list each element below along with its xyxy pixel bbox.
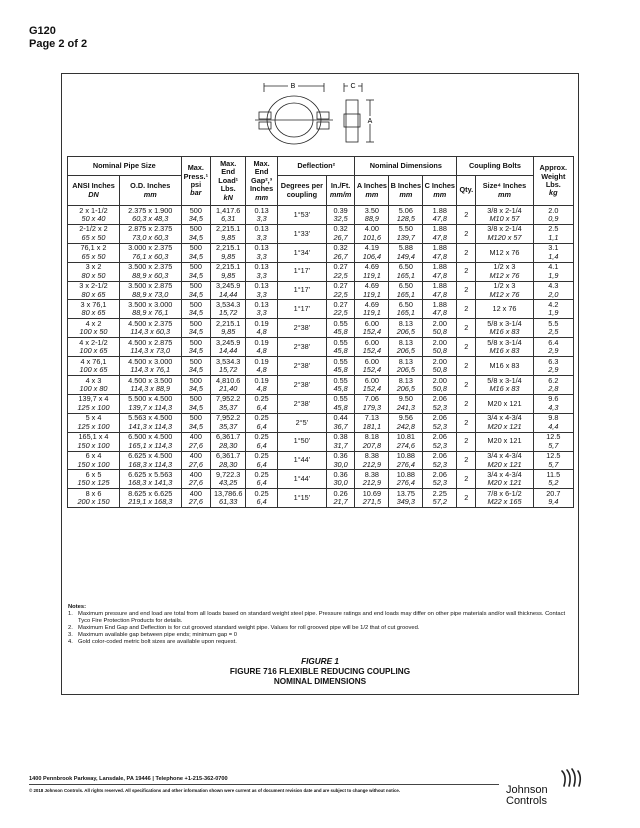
cell-wt: 4.3 2,0 xyxy=(533,281,573,300)
cell-load: 3,245.9 14,44 xyxy=(211,281,246,300)
cell-b: 6.50 165,1 xyxy=(389,300,423,319)
cell-nps: 2 x 1-1/2 50 x 40 xyxy=(68,206,120,225)
coupling-drawing xyxy=(240,78,400,150)
cell-deg: 1°17' xyxy=(278,281,327,300)
cell-nps: 4 x 3 100 x 80 xyxy=(68,376,120,395)
cell-nps: 4 x 2-1/2 100 x 65 xyxy=(68,338,120,357)
cell-inft: 0.27 22,5 xyxy=(326,281,355,300)
cell-c: 2.06 52,3 xyxy=(423,413,457,432)
max-end-gap-header: Max. End Gap²,³ Inches mm xyxy=(246,157,278,206)
cell-b: 6.50 165,1 xyxy=(389,262,423,281)
cell-nps: 8 x 6 200 x 150 xyxy=(68,489,120,508)
cell-press: 500 34,5 xyxy=(181,376,211,395)
cell-a: 7.06 179,3 xyxy=(355,394,389,413)
cell-nps: 139,7 x 4 125 x 100 xyxy=(68,394,120,413)
cell-gap: 0.19 4,8 xyxy=(246,319,278,338)
cell-nps: 2-1/2 x 2 65 x 50 xyxy=(68,224,120,243)
cell-inft: 0.44 36,7 xyxy=(326,413,355,432)
cell-c: 1.88 47,8 xyxy=(423,281,457,300)
cell-od: 4.500 x 2.875 114,3 x 73,0 xyxy=(119,338,181,357)
cell-bolt: 3/8 x 2-1/4 M120 x 57 xyxy=(476,224,533,243)
cell-od: 2.875 x 2.375 73,0 x 60,3 xyxy=(119,224,181,243)
note-item: 1. Maximum pressure and end load are total from all loads based on standard weight steel pipe. Pressure ratings and end loads may differ on other pipe materials and/or wall thickness. Contact Tyco Fire Protection Products for details. xyxy=(68,611,566,625)
cell-b: 8.13 206,5 xyxy=(389,357,423,376)
figure-subtitle: NOMINAL DIMENSIONS xyxy=(273,677,367,686)
table-row xyxy=(68,319,574,338)
cell-bolt: 3/4 x 4-3/4 M20 x 121 xyxy=(476,470,533,489)
cell-wt: 3.1 1,4 xyxy=(533,243,573,262)
cell-gap: 0.13 3,3 xyxy=(246,243,278,262)
ansi-inches-header: ANSI Inches DN xyxy=(68,176,120,206)
cell-b: 8.13 206,5 xyxy=(389,338,423,357)
cell-bolt: M20 x 121 xyxy=(476,394,533,413)
degrees-per-coupling-header: Degrees per coupling xyxy=(278,176,327,206)
document-code: G120 xyxy=(29,25,56,37)
cell-inft: 0.32 26,7 xyxy=(326,224,355,243)
cell-wt: 9.8 4,4 xyxy=(533,413,573,432)
cell-inft: 0.26 21,7 xyxy=(326,489,355,508)
in-ft-header: In./Ft. mm/m xyxy=(326,176,355,206)
cell-load: 2,215.1 9,85 xyxy=(211,224,246,243)
cell-bolt: 3/4 x 4-3/4 M20 x 121 xyxy=(476,451,533,470)
cell-qty: 2 xyxy=(457,470,476,489)
cell-b: 6.50 165,1 xyxy=(389,281,423,300)
cell-deg: 1°44' xyxy=(278,470,327,489)
cell-c: 2.00 50,8 xyxy=(423,357,457,376)
cell-a: 4.19 106,4 xyxy=(355,243,389,262)
cell-c: 2.06 52,3 xyxy=(423,470,457,489)
cell-gap: 0.19 4,8 xyxy=(246,357,278,376)
cell-bolt: M16 x 83 xyxy=(476,357,533,376)
cell-load: 6,361.7 28,30 xyxy=(211,432,246,451)
cell-deg: 1°33' xyxy=(278,224,327,243)
cell-c: 2.00 50,8 xyxy=(423,338,457,357)
nominal-dimensions-header: Nominal Dimensions xyxy=(355,157,457,176)
cell-a: 6.00 152,4 xyxy=(355,376,389,395)
cell-qty: 2 xyxy=(457,376,476,395)
cell-gap: 0.19 4,8 xyxy=(246,376,278,395)
bolt-size-header: Size⁴ Inches mm xyxy=(476,176,533,206)
label-c: C xyxy=(350,83,356,90)
cell-c: 1.88 47,8 xyxy=(423,206,457,225)
cell-load: 2,215.1 9,85 xyxy=(211,243,246,262)
dim-a-header: A Inches mm xyxy=(355,176,389,206)
cell-od: 6.625 x 4.500 168,3 x 114,3 xyxy=(119,451,181,470)
cell-deg: 2°38' xyxy=(278,319,327,338)
cell-load: 3,245.9 14,44 xyxy=(211,338,246,357)
cell-qty: 2 xyxy=(457,413,476,432)
cell-b: 10.88 276,4 xyxy=(389,451,423,470)
cell-press: 500 34,5 xyxy=(181,224,211,243)
cell-bolt: M12 x 76 xyxy=(476,243,533,262)
table-row xyxy=(68,413,574,432)
table-row xyxy=(68,451,574,470)
cell-load: 7,952.2 35,37 xyxy=(211,394,246,413)
cell-qty: 2 xyxy=(457,206,476,225)
logo-mark-icon xyxy=(558,768,588,788)
cell-inft: 0.55 45,8 xyxy=(326,338,355,357)
cell-nps: 76,1 x 2 65 x 50 xyxy=(68,243,120,262)
cell-deg: 1°17' xyxy=(278,262,327,281)
cell-c: 1.88 47,8 xyxy=(423,262,457,281)
cell-bolt: 1/2 x 3 M12 x 76 xyxy=(476,262,533,281)
cell-qty: 2 xyxy=(457,432,476,451)
cell-od: 3.500 x 2.375 88,9 x 60,3 xyxy=(119,262,181,281)
cell-inft: 0.55 45,8 xyxy=(326,376,355,395)
cell-qty: 2 xyxy=(457,262,476,281)
cell-c: 2.00 50,8 xyxy=(423,319,457,338)
cell-a: 6.00 152,4 xyxy=(355,338,389,357)
note-item: 4. Gold color-coded metric bolt sizes are available upon request. xyxy=(68,639,237,646)
cell-wt: 11.5 5,2 xyxy=(533,470,573,489)
cell-bolt: 5/8 x 3-1/4 M16 x 83 xyxy=(476,376,533,395)
cell-press: 500 34,5 xyxy=(181,206,211,225)
cell-a: 3.50 88,9 xyxy=(355,206,389,225)
cell-wt: 2.5 1,1 xyxy=(533,224,573,243)
cell-deg: 2°38' xyxy=(278,338,327,357)
cell-b: 5.50 139,7 xyxy=(389,224,423,243)
cell-gap: 0.13 3,3 xyxy=(246,224,278,243)
table-row xyxy=(68,243,574,262)
cell-gap: 0.13 3,3 xyxy=(246,281,278,300)
cell-bolt: 1/2 x 3 M12 x 76 xyxy=(476,281,533,300)
cell-od: 2.375 x 1.900 60,3 x 48,3 xyxy=(119,206,181,225)
cell-press: 500 34,5 xyxy=(181,281,211,300)
label-a: A xyxy=(367,118,373,125)
table-row xyxy=(68,357,574,376)
cell-deg: 2°38' xyxy=(278,357,327,376)
label-b: B xyxy=(290,83,296,90)
cell-load: 6,361.7 28,30 xyxy=(211,451,246,470)
cell-nps: 4 x 2 100 x 50 xyxy=(68,319,120,338)
cell-b: 10.88 276,4 xyxy=(389,470,423,489)
cell-bolt: M20 x 121 xyxy=(476,432,533,451)
cell-inft: 0.36 30,0 xyxy=(326,470,355,489)
cell-nps: 3 x 76,1 80 x 65 xyxy=(68,300,120,319)
cell-bolt: 3/8 x 2-1/4 M10 x 57 xyxy=(476,206,533,225)
cell-wt: 9.6 4,3 xyxy=(533,394,573,413)
table-row xyxy=(68,470,574,489)
cell-a: 8.38 212,9 xyxy=(355,451,389,470)
cell-od: 5.500 x 4.500 139,7 x 114,3 xyxy=(119,394,181,413)
cell-load: 4,810.6 21,40 xyxy=(211,376,246,395)
page-number: Page 2 of 2 xyxy=(29,38,88,50)
cell-a: 7.13 181,1 xyxy=(355,413,389,432)
cell-load: 9,722.3 43,25 xyxy=(211,470,246,489)
johnson-controls-logo xyxy=(506,768,606,808)
cell-load: 2,215.1 9,85 xyxy=(211,262,246,281)
cell-bolt: 12 x 76 xyxy=(476,300,533,319)
cell-press: 500 34,5 xyxy=(181,413,211,432)
cell-inft: 0.27 22,5 xyxy=(326,300,355,319)
cell-load: 13,786.6 61,33 xyxy=(211,489,246,508)
cell-press: 500 34,5 xyxy=(181,338,211,357)
cell-deg: 2°5' xyxy=(278,413,327,432)
cell-qty: 2 xyxy=(457,319,476,338)
figure-title: FIGURE 716 FLEXIBLE REDUCING COUPLING xyxy=(229,667,411,676)
cell-nps: 6 x 4 150 x 100 xyxy=(68,451,120,470)
bolt-qty-header: Qty. xyxy=(457,176,476,206)
cell-c: 1.88 47,8 xyxy=(423,224,457,243)
cell-deg: 2°38' xyxy=(278,394,327,413)
cell-inft: 0.55 45,8 xyxy=(326,357,355,376)
cell-gap: 0.25 6,4 xyxy=(246,470,278,489)
table-row xyxy=(68,206,574,225)
cell-qty: 2 xyxy=(457,489,476,508)
note-item: 3. Maximum available gap between pipe ends; minimum gap = 0 xyxy=(68,632,238,639)
cell-deg: 2°38' xyxy=(278,376,327,395)
cell-inft: 0.38 31,7 xyxy=(326,432,355,451)
cell-nps: 4 x 76,1 100 x 65 xyxy=(68,357,120,376)
footer-address: 1400 Pennbrook Parkway, Lansdale, PA 19446 | Telephone +1-215-362-0700 xyxy=(29,776,228,782)
cell-nps: 5 x 4 125 x 100 xyxy=(68,413,120,432)
note-item: 2. Maximum End Gap and Deflection is for cut grooved standard weight pipe. Values for roll grooved pipe will be 1/2 that of cut grooved. xyxy=(68,625,420,632)
cell-qty: 2 xyxy=(457,357,476,376)
cell-c: 1.88 47,8 xyxy=(423,300,457,319)
cell-load: 7,952.2 35,37 xyxy=(211,413,246,432)
cell-a: 4.69 119,1 xyxy=(355,300,389,319)
notes-title: Notes: xyxy=(68,604,87,610)
cell-nps: 6 x 5 150 x 125 xyxy=(68,470,120,489)
cell-c: 2.25 57,2 xyxy=(423,489,457,508)
cell-gap: 0.25 6,4 xyxy=(246,413,278,432)
cell-gap: 0.13 3,3 xyxy=(246,262,278,281)
table-row xyxy=(68,224,574,243)
cell-c: 1.88 47,8 xyxy=(423,243,457,262)
cell-deg: 1°50' xyxy=(278,432,327,451)
cell-gap: 0.13 3,3 xyxy=(246,300,278,319)
cell-inft: 0.27 22,5 xyxy=(326,262,355,281)
cell-qty: 2 xyxy=(457,451,476,470)
cell-wt: 12.5 5,7 xyxy=(533,432,573,451)
cell-bolt: 5/8 x 3-1/4 M16 x 83 xyxy=(476,338,533,357)
table-row xyxy=(68,489,574,508)
cell-press: 500 34,5 xyxy=(181,319,211,338)
max-press-header: Max. Press.¹ psi bar xyxy=(181,157,211,206)
cell-press: 400 27,6 xyxy=(181,451,211,470)
cell-wt: 6.4 2,9 xyxy=(533,338,573,357)
cell-inft: 0.39 32,5 xyxy=(326,206,355,225)
cell-wt: 4.1 1,9 xyxy=(533,262,573,281)
cell-press: 500 34,5 xyxy=(181,357,211,376)
cell-od: 4.500 x 3.500 114,3 x 88,9 xyxy=(119,376,181,395)
nominal-pipe-size-header: Nominal Pipe Size xyxy=(68,157,182,176)
cell-gap: 0.25 6,4 xyxy=(246,451,278,470)
od-inches-header: O.D. Inches mm xyxy=(119,176,181,206)
cell-b: 8.13 206,5 xyxy=(389,319,423,338)
cell-deg: 1°44' xyxy=(278,451,327,470)
table-row xyxy=(68,300,574,319)
cell-press: 400 27,6 xyxy=(181,470,211,489)
cell-deg: 1°34' xyxy=(278,243,327,262)
cell-a: 6.00 152,4 xyxy=(355,357,389,376)
cell-c: 2.06 52,3 xyxy=(423,432,457,451)
deflection-header: Deflection² xyxy=(278,157,355,176)
cell-load: 3,534.3 15,72 xyxy=(211,300,246,319)
cell-a: 8.38 212,9 xyxy=(355,470,389,489)
table-row xyxy=(68,281,574,300)
cell-qty: 2 xyxy=(457,243,476,262)
cell-deg: 1°15' xyxy=(278,489,327,508)
cell-b: 10.81 274,6 xyxy=(389,432,423,451)
cell-od: 4.500 x 2.375 114,3 x 60,3 xyxy=(119,319,181,338)
cell-b: 5.88 149,4 xyxy=(389,243,423,262)
table-row xyxy=(68,394,574,413)
cell-bolt: 3/4 x 4-3/4 M20 x 121 xyxy=(476,413,533,432)
cell-a: 4.69 119,1 xyxy=(355,262,389,281)
footer-divider xyxy=(29,784,499,785)
cell-press: 500 34,5 xyxy=(181,243,211,262)
cell-b: 9.50 241,3 xyxy=(389,394,423,413)
cell-a: 6.00 152,4 xyxy=(355,319,389,338)
cell-wt: 6.3 2,9 xyxy=(533,357,573,376)
cell-b: 9.56 242,8 xyxy=(389,413,423,432)
cell-qty: 2 xyxy=(457,224,476,243)
cell-gap: 0.25 6,4 xyxy=(246,489,278,508)
cell-a: 10.69 271,5 xyxy=(355,489,389,508)
cell-inft: 0.55 45,8 xyxy=(326,394,355,413)
cell-bolt: 5/8 x 3-1/4 M16 x 83 xyxy=(476,319,533,338)
notes xyxy=(68,604,573,647)
table-row xyxy=(68,338,574,357)
cell-wt: 5.5 2,5 xyxy=(533,319,573,338)
cell-c: 2.06 52,3 xyxy=(423,394,457,413)
approx-weight-header: Approx. Weight Lbs. kg xyxy=(533,157,573,206)
cell-nps: 165,1 x 4 150 x 100 xyxy=(68,432,120,451)
cell-inft: 0.32 26,7 xyxy=(326,243,355,262)
cell-nps: 3 x 2 80 x 50 xyxy=(68,262,120,281)
cell-wt: 6.2 2,8 xyxy=(533,376,573,395)
cell-press: 400 27,6 xyxy=(181,489,211,508)
coupling-bolts-header: Coupling Bolts xyxy=(457,157,533,176)
cell-a: 8.18 207,8 xyxy=(355,432,389,451)
cell-od: 3.500 x 2.875 88,9 x 73,0 xyxy=(119,281,181,300)
cell-od: 5.563 x 4.500 141,3 x 114,3 xyxy=(119,413,181,432)
cell-wt: 4.2 1,9 xyxy=(533,300,573,319)
cell-gap: 0.13 3,3 xyxy=(246,206,278,225)
cell-qty: 2 xyxy=(457,394,476,413)
cell-gap: 0.25 6,4 xyxy=(246,432,278,451)
cell-inft: 0.36 30,0 xyxy=(326,451,355,470)
dim-c-header: C Inches mm xyxy=(423,176,457,206)
cell-inft: 0.55 45,8 xyxy=(326,319,355,338)
cell-load: 3,534.3 15,72 xyxy=(211,357,246,376)
cell-wt: 20.7 9,4 xyxy=(533,489,573,508)
dim-b-header: B Inches mm xyxy=(389,176,423,206)
cell-load: 1,417.6 6,31 xyxy=(211,206,246,225)
dimensions-table xyxy=(67,156,574,508)
cell-wt: 2.0 0,9 xyxy=(533,206,573,225)
table-row xyxy=(68,262,574,281)
cell-a: 4.00 101,6 xyxy=(355,224,389,243)
cell-b: 8.13 206,5 xyxy=(389,376,423,395)
cell-gap: 0.25 6,4 xyxy=(246,394,278,413)
cell-od: 6.500 x 4.500 165,1 x 114,3 xyxy=(119,432,181,451)
table-row xyxy=(68,432,574,451)
cell-b: 13.75 349,3 xyxy=(389,489,423,508)
figure-number: FIGURE 1 xyxy=(301,657,339,666)
logo-line-1: Johnson xyxy=(506,784,548,796)
cell-press: 400 27,6 xyxy=(181,432,211,451)
cell-c: 2.06 52,3 xyxy=(423,451,457,470)
cell-load: 2,215.1 9,85 xyxy=(211,319,246,338)
table-row xyxy=(68,376,574,395)
cell-press: 500 34,5 xyxy=(181,394,211,413)
cell-b: 5.06 128,5 xyxy=(389,206,423,225)
cell-qty: 2 xyxy=(457,338,476,357)
max-end-load-header: Max. End Load¹ Lbs. kN xyxy=(211,157,246,206)
document-header xyxy=(29,25,87,51)
cell-nps: 3 x 2-1/2 80 x 65 xyxy=(68,281,120,300)
footer-copyright: © 2018 Johnson Controls. All rights reserved. All specifications and other information shown were current as of document revision date and are subject to change without notice. xyxy=(29,788,401,793)
cell-od: 3.000 x 2.375 76,1 x 60,3 xyxy=(119,243,181,262)
cell-press: 500 34,5 xyxy=(181,262,211,281)
cell-press: 500 34,5 xyxy=(181,300,211,319)
cell-od: 6.625 x 5.563 168,3 x 141,3 xyxy=(119,470,181,489)
cell-qty: 2 xyxy=(457,281,476,300)
cell-gap: 0.19 4,8 xyxy=(246,338,278,357)
cell-qty: 2 xyxy=(457,300,476,319)
logo-line-2: Controls xyxy=(506,795,547,807)
cell-a: 4.69 119,1 xyxy=(355,281,389,300)
cell-wt: 12.5 5,7 xyxy=(533,451,573,470)
cell-deg: 1°17' xyxy=(278,300,327,319)
cell-deg: 1°53' xyxy=(278,206,327,225)
cell-bolt: 7/8 x 6-1/2 M22 x 165 xyxy=(476,489,533,508)
cell-od: 3.500 x 3.000 88,9 x 76,1 xyxy=(119,300,181,319)
cell-od: 4.500 x 3.000 114,3 x 76,1 xyxy=(119,357,181,376)
cell-c: 2.00 50,8 xyxy=(423,376,457,395)
cell-od: 8.625 x 6.625 219,1 x 168,3 xyxy=(119,489,181,508)
